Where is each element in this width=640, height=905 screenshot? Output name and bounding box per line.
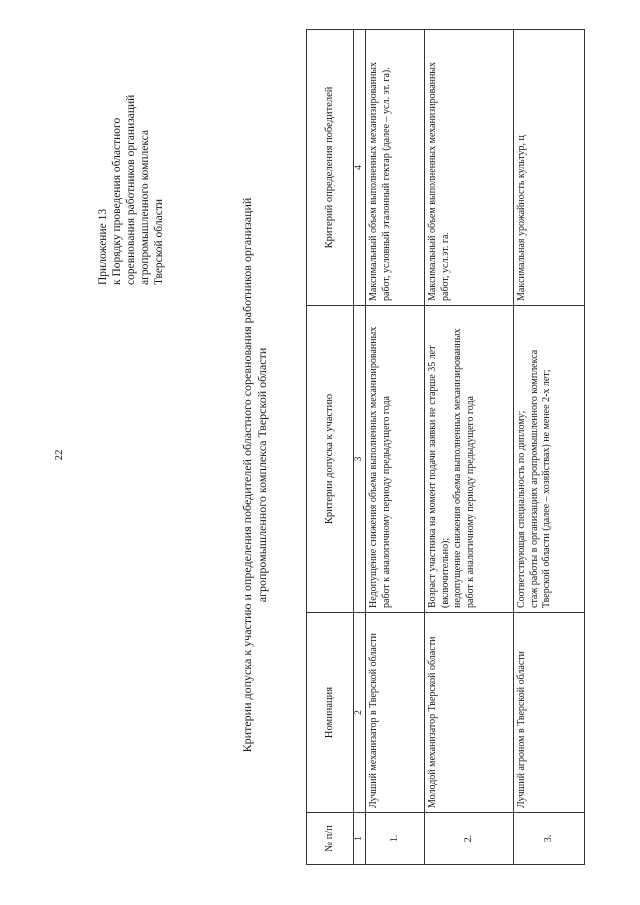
row-number: 1. — [366, 813, 425, 865]
row-number: 3. — [514, 813, 585, 865]
admission-cell — [514, 306, 585, 613]
appendix-header — [96, 35, 166, 285]
column-number: 2 — [354, 613, 366, 813]
appendix-line: Приложение 13 — [97, 208, 109, 285]
page-number: 22 — [53, 449, 65, 461]
winner-criterion-cell: Максимальная урожайность культур, ц — [514, 30, 585, 306]
table-header-row — [307, 30, 354, 865]
table-row — [514, 30, 585, 865]
admission-criterion: Возраст участника на момент подачи заявки не старше 35 лет (включительно); — [427, 345, 451, 608]
row-number: 2. — [425, 813, 514, 865]
appendix-line: к Порядку проведения областного — [111, 117, 123, 285]
table-row — [366, 30, 425, 865]
admission-cell — [425, 306, 514, 613]
column-number: 4 — [354, 30, 366, 306]
admission-criterion: Соответствующая специальность по диплому; — [516, 410, 527, 608]
title-line-1: Критерии допуска к участию и определения победителей областного соревнования работников организаций — [240, 197, 254, 753]
column-number: 3 — [354, 306, 366, 613]
admission-cell — [366, 306, 425, 613]
header-admission-criteria: Критерии допуска к участию — [307, 306, 354, 613]
appendix-line: Тверской области — [153, 199, 165, 285]
winner-criterion-cell: Максимальный объем выполненных механизированных работ, условный эталонный гектар (далее – усл. эт. га). — [366, 30, 425, 306]
winner-criterion-cell: Максимальный объем выполненных механизированных работ, усл.эт. га. — [425, 30, 514, 306]
nomination-cell: Лучший механизатор в Тверской области — [366, 613, 425, 813]
title-line-2: агропромышленного комплекса Тверской области — [254, 347, 269, 603]
admission-criterion: недопущение снижения объема выполненных механизированных работ к аналогичному периоду предыдущего года — [452, 328, 476, 608]
nomination-cell: Лучший агроном в Тверской области — [514, 613, 585, 813]
admission-criterion: стаж работы в организациях агропромышленного комплекса Тверской области (далее – хозяйствах) не менее 2-х лет; — [528, 349, 552, 608]
table-row — [425, 30, 514, 865]
header-winner-criteria: Критерий определения победителей — [307, 30, 354, 306]
appendix-line: агропромышленного комплекса — [139, 129, 151, 285]
nomination-cell: Молодой механизатор Тверской области — [425, 613, 514, 813]
admission-criterion: Недопущение снижения объема выполненных механизированных работ к аналогичному периоду предыдущего года — [368, 326, 392, 608]
appendix-line: соревнования работников организаций — [125, 94, 137, 285]
column-numbers-row — [354, 30, 366, 865]
column-number: 1 — [354, 813, 366, 865]
criteria-table — [306, 29, 585, 865]
header-nomination: Номинация — [307, 613, 354, 813]
header-number: № п/п — [307, 813, 354, 865]
document-title — [240, 195, 269, 755]
